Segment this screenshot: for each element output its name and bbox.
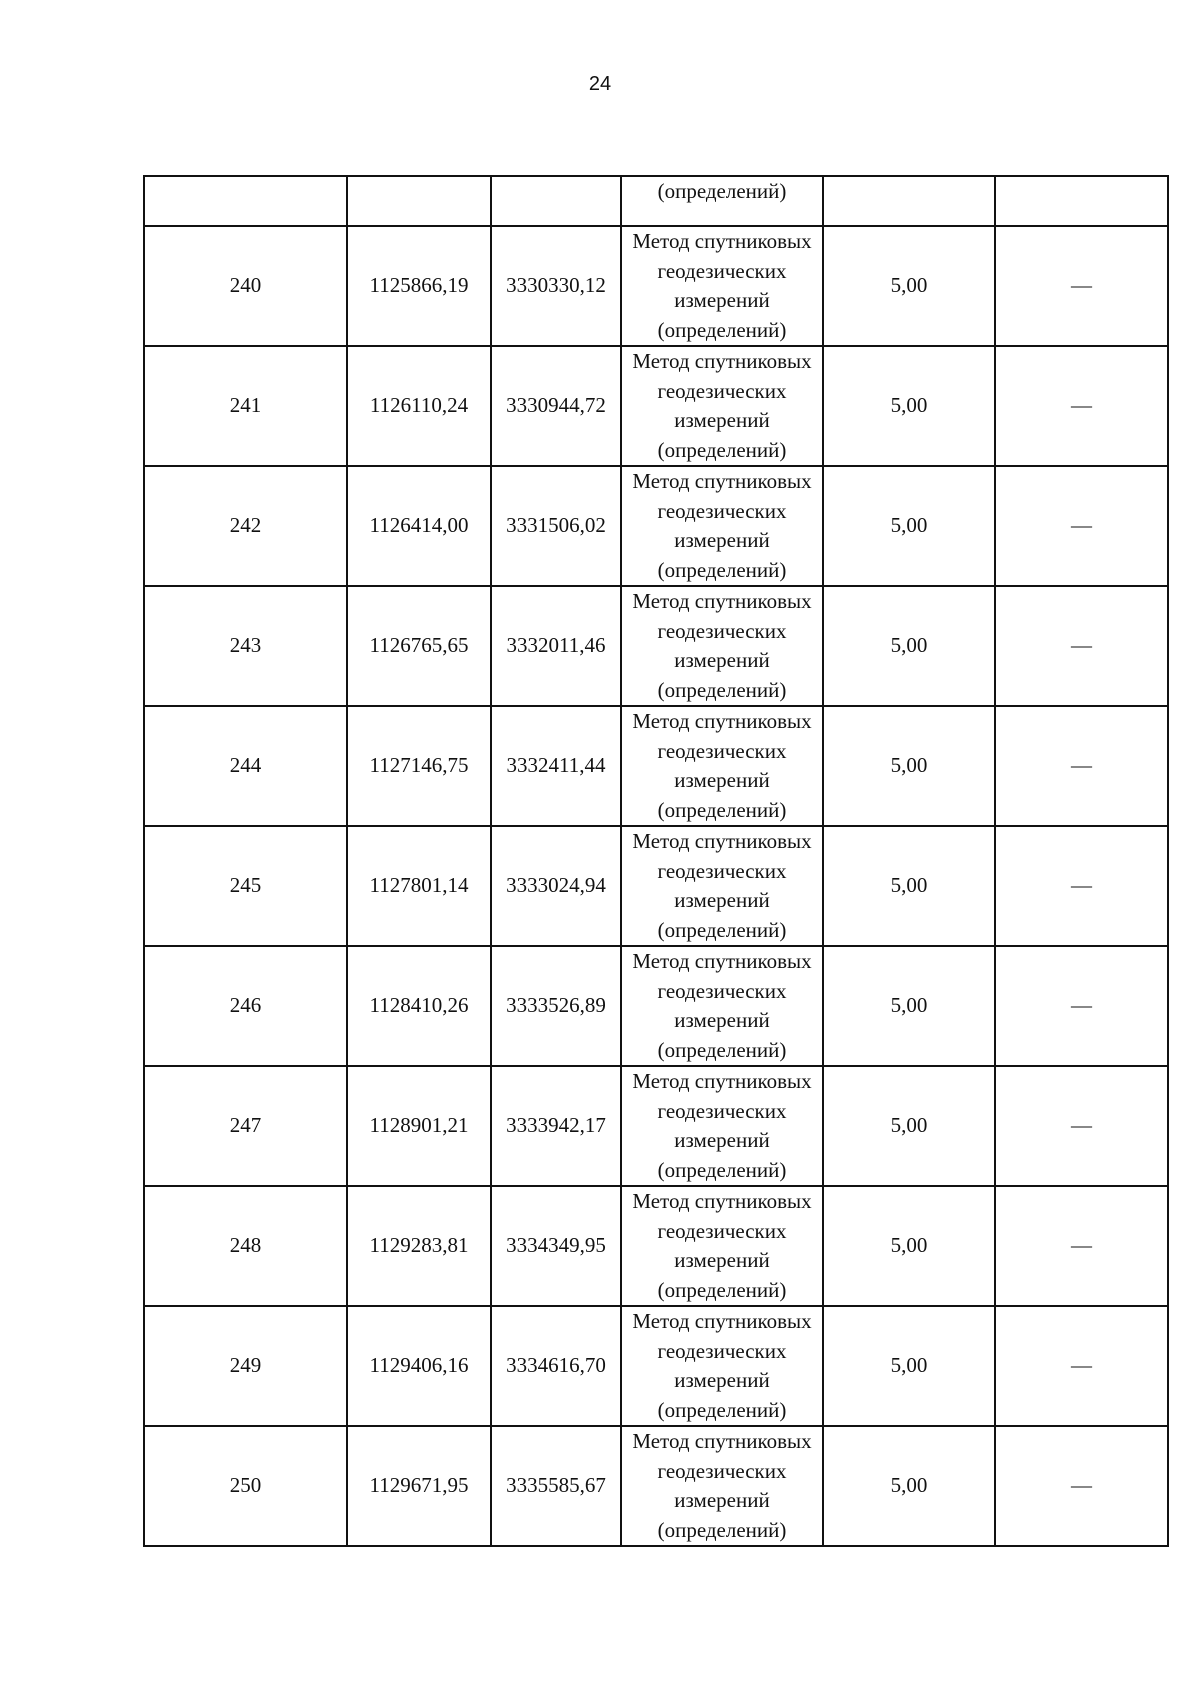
accuracy-cell bbox=[823, 176, 995, 226]
accuracy-cell: 5,00 bbox=[823, 586, 995, 706]
method-line: измерений bbox=[674, 408, 770, 432]
note-cell bbox=[995, 176, 1168, 226]
method-line: геодезических bbox=[657, 978, 787, 1003]
dash-mark: — bbox=[1071, 753, 1092, 778]
method-line: Метод спутниковых bbox=[632, 829, 812, 853]
method-line: геодезических bbox=[657, 1458, 787, 1483]
accuracy-cell: 5,00 bbox=[823, 466, 995, 586]
method-line: измерений bbox=[674, 288, 770, 312]
method-line: геодезических bbox=[657, 1218, 787, 1243]
x-coordinate-cell: 1125866,19 bbox=[347, 226, 491, 346]
dash-mark: — bbox=[1071, 1113, 1092, 1138]
note-cell bbox=[995, 226, 1168, 346]
method-line: геодезических bbox=[657, 738, 787, 763]
method-line: Метод спутниковых bbox=[632, 709, 812, 733]
method-line: (определений) bbox=[657, 917, 787, 942]
point-cell: 248 bbox=[144, 1186, 347, 1306]
method-line: измерений bbox=[674, 1368, 770, 1392]
method-line: (определений) bbox=[657, 1397, 787, 1422]
y-coordinate-cell: 3333024,94 bbox=[491, 826, 621, 946]
method-cell bbox=[621, 946, 823, 1066]
dash-mark: — bbox=[1071, 393, 1092, 418]
note-cell bbox=[995, 826, 1168, 946]
table-row bbox=[144, 706, 1168, 826]
table-row bbox=[144, 1426, 1168, 1546]
x-coordinate-cell: 1127146,75 bbox=[347, 706, 491, 826]
method-line: Метод спутниковых bbox=[632, 589, 812, 613]
x-coordinate-cell: 1129671,95 bbox=[347, 1426, 491, 1546]
method-cell bbox=[621, 176, 823, 226]
method-cell bbox=[621, 1186, 823, 1306]
point-cell: 245 bbox=[144, 826, 347, 946]
x-coordinate-cell: 1129283,81 bbox=[347, 1186, 491, 1306]
method-line: Метод спутниковых bbox=[632, 229, 812, 253]
method-cell bbox=[621, 706, 823, 826]
method-line: Метод спутниковых bbox=[632, 1429, 812, 1453]
point-cell: 244 bbox=[144, 706, 347, 826]
method-line: геодезических bbox=[657, 258, 787, 283]
accuracy-cell: 5,00 bbox=[823, 1306, 995, 1426]
point-cell: 242 bbox=[144, 466, 347, 586]
point-cell: 241 bbox=[144, 346, 347, 466]
x-coordinate-cell: 1128901,21 bbox=[347, 1066, 491, 1186]
method-line: (определений) bbox=[657, 1517, 787, 1542]
accuracy-cell: 5,00 bbox=[823, 1426, 995, 1546]
method-cell bbox=[621, 346, 823, 466]
method-line: измерений bbox=[674, 528, 770, 552]
point-cell: 249 bbox=[144, 1306, 347, 1426]
method-line: (определений) bbox=[657, 677, 787, 702]
table-row bbox=[144, 1186, 1168, 1306]
y-coordinate-cell: 3335585,67 bbox=[491, 1426, 621, 1546]
method-line: (определений) bbox=[657, 797, 787, 822]
method-line: измерений bbox=[674, 648, 770, 672]
x-coordinate-cell: 1128410,26 bbox=[347, 946, 491, 1066]
note-cell bbox=[995, 946, 1168, 1066]
table-row bbox=[144, 226, 1168, 346]
table-row bbox=[144, 586, 1168, 706]
method-line: (определений) bbox=[657, 437, 787, 462]
method-line: (определений) bbox=[657, 1277, 787, 1302]
table-row bbox=[144, 1066, 1168, 1186]
point-cell: 243 bbox=[144, 586, 347, 706]
note-cell bbox=[995, 1426, 1168, 1546]
method-line: измерений bbox=[674, 768, 770, 792]
y-coordinate-cell: 3334349,95 bbox=[491, 1186, 621, 1306]
method-line: Метод спутниковых bbox=[632, 1189, 812, 1213]
method-line: геодезических bbox=[657, 378, 787, 403]
accuracy-cell: 5,00 bbox=[823, 346, 995, 466]
y-coordinate-cell: 3332411,44 bbox=[491, 706, 621, 826]
dash-mark: — bbox=[1071, 993, 1092, 1018]
x-coordinate-cell: 1126414,00 bbox=[347, 466, 491, 586]
y-coordinate-cell: 3332011,46 bbox=[491, 586, 621, 706]
method-line: Метод спутниковых bbox=[632, 1069, 812, 1093]
coordinates-table-body bbox=[144, 176, 1168, 1546]
method-cell bbox=[621, 1426, 823, 1546]
accuracy-cell: 5,00 bbox=[823, 1066, 995, 1186]
method-line: геодезических bbox=[657, 1098, 787, 1123]
method-line: геодезических bbox=[657, 858, 787, 883]
x-coordinate-cell: 1126765,65 bbox=[347, 586, 491, 706]
method-line: измерений bbox=[674, 888, 770, 912]
point-cell: 247 bbox=[144, 1066, 347, 1186]
y-coordinate-cell: 3333942,17 bbox=[491, 1066, 621, 1186]
dash-mark: — bbox=[1071, 513, 1092, 538]
method-line: (определений) bbox=[657, 179, 787, 203]
point-cell bbox=[144, 176, 347, 226]
table-row bbox=[144, 466, 1168, 586]
method-line: Метод спутниковых bbox=[632, 949, 812, 973]
point-cell: 240 bbox=[144, 226, 347, 346]
x-coordinate-cell: 1126110,24 bbox=[347, 346, 491, 466]
method-line: измерений bbox=[674, 1128, 770, 1152]
method-cell bbox=[621, 1066, 823, 1186]
y-coordinate-cell bbox=[491, 176, 621, 226]
y-coordinate-cell: 3330944,72 bbox=[491, 346, 621, 466]
method-line: Метод спутниковых bbox=[632, 349, 812, 373]
method-line: геодезических bbox=[657, 498, 787, 523]
method-line: Метод спутниковых bbox=[632, 469, 812, 493]
accuracy-cell: 5,00 bbox=[823, 226, 995, 346]
point-cell: 250 bbox=[144, 1426, 347, 1546]
method-line: (определений) bbox=[657, 1157, 787, 1182]
table-row bbox=[144, 346, 1168, 466]
x-coordinate-cell: 1127801,14 bbox=[347, 826, 491, 946]
note-cell bbox=[995, 1306, 1168, 1426]
method-line: (определений) bbox=[657, 557, 787, 582]
y-coordinate-cell: 3330330,12 bbox=[491, 226, 621, 346]
accuracy-cell: 5,00 bbox=[823, 826, 995, 946]
method-cell bbox=[621, 586, 823, 706]
note-cell bbox=[995, 586, 1168, 706]
x-coordinate-cell: 1129406,16 bbox=[347, 1306, 491, 1426]
method-line: измерений bbox=[674, 1488, 770, 1512]
point-cell: 246 bbox=[144, 946, 347, 1066]
note-cell bbox=[995, 1066, 1168, 1186]
page-number: 24 bbox=[588, 73, 612, 95]
y-coordinate-cell: 3334616,70 bbox=[491, 1306, 621, 1426]
note-cell bbox=[995, 346, 1168, 466]
x-coordinate-cell bbox=[347, 176, 491, 226]
accuracy-cell: 5,00 bbox=[823, 706, 995, 826]
table-row bbox=[144, 946, 1168, 1066]
dash-mark: — bbox=[1071, 273, 1092, 298]
note-cell bbox=[995, 706, 1168, 826]
y-coordinate-cell: 3331506,02 bbox=[491, 466, 621, 586]
note-cell bbox=[995, 466, 1168, 586]
dash-mark: — bbox=[1071, 1473, 1092, 1498]
method-line: геодезических bbox=[657, 1338, 787, 1363]
method-line: (определений) bbox=[657, 1037, 787, 1062]
method-cell bbox=[621, 226, 823, 346]
continuation-row bbox=[144, 176, 1168, 226]
method-cell bbox=[621, 826, 823, 946]
dash-mark: — bbox=[1071, 873, 1092, 898]
dash-mark: — bbox=[1071, 633, 1092, 658]
method-line: (определений) bbox=[657, 317, 787, 342]
method-cell bbox=[621, 466, 823, 586]
method-cell bbox=[621, 1306, 823, 1426]
table-row bbox=[144, 826, 1168, 946]
method-line: измерений bbox=[674, 1008, 770, 1032]
method-line: Метод спутниковых bbox=[632, 1309, 812, 1333]
dash-mark: — bbox=[1071, 1233, 1092, 1258]
accuracy-cell: 5,00 bbox=[823, 1186, 995, 1306]
note-cell bbox=[995, 1186, 1168, 1306]
dash-mark: — bbox=[1071, 1353, 1092, 1378]
table-row bbox=[144, 1306, 1168, 1426]
coordinates-table bbox=[143, 175, 1169, 1547]
method-line: геодезических bbox=[657, 618, 787, 643]
accuracy-cell: 5,00 bbox=[823, 946, 995, 1066]
method-line: измерений bbox=[674, 1248, 770, 1272]
y-coordinate-cell: 3333526,89 bbox=[491, 946, 621, 1066]
